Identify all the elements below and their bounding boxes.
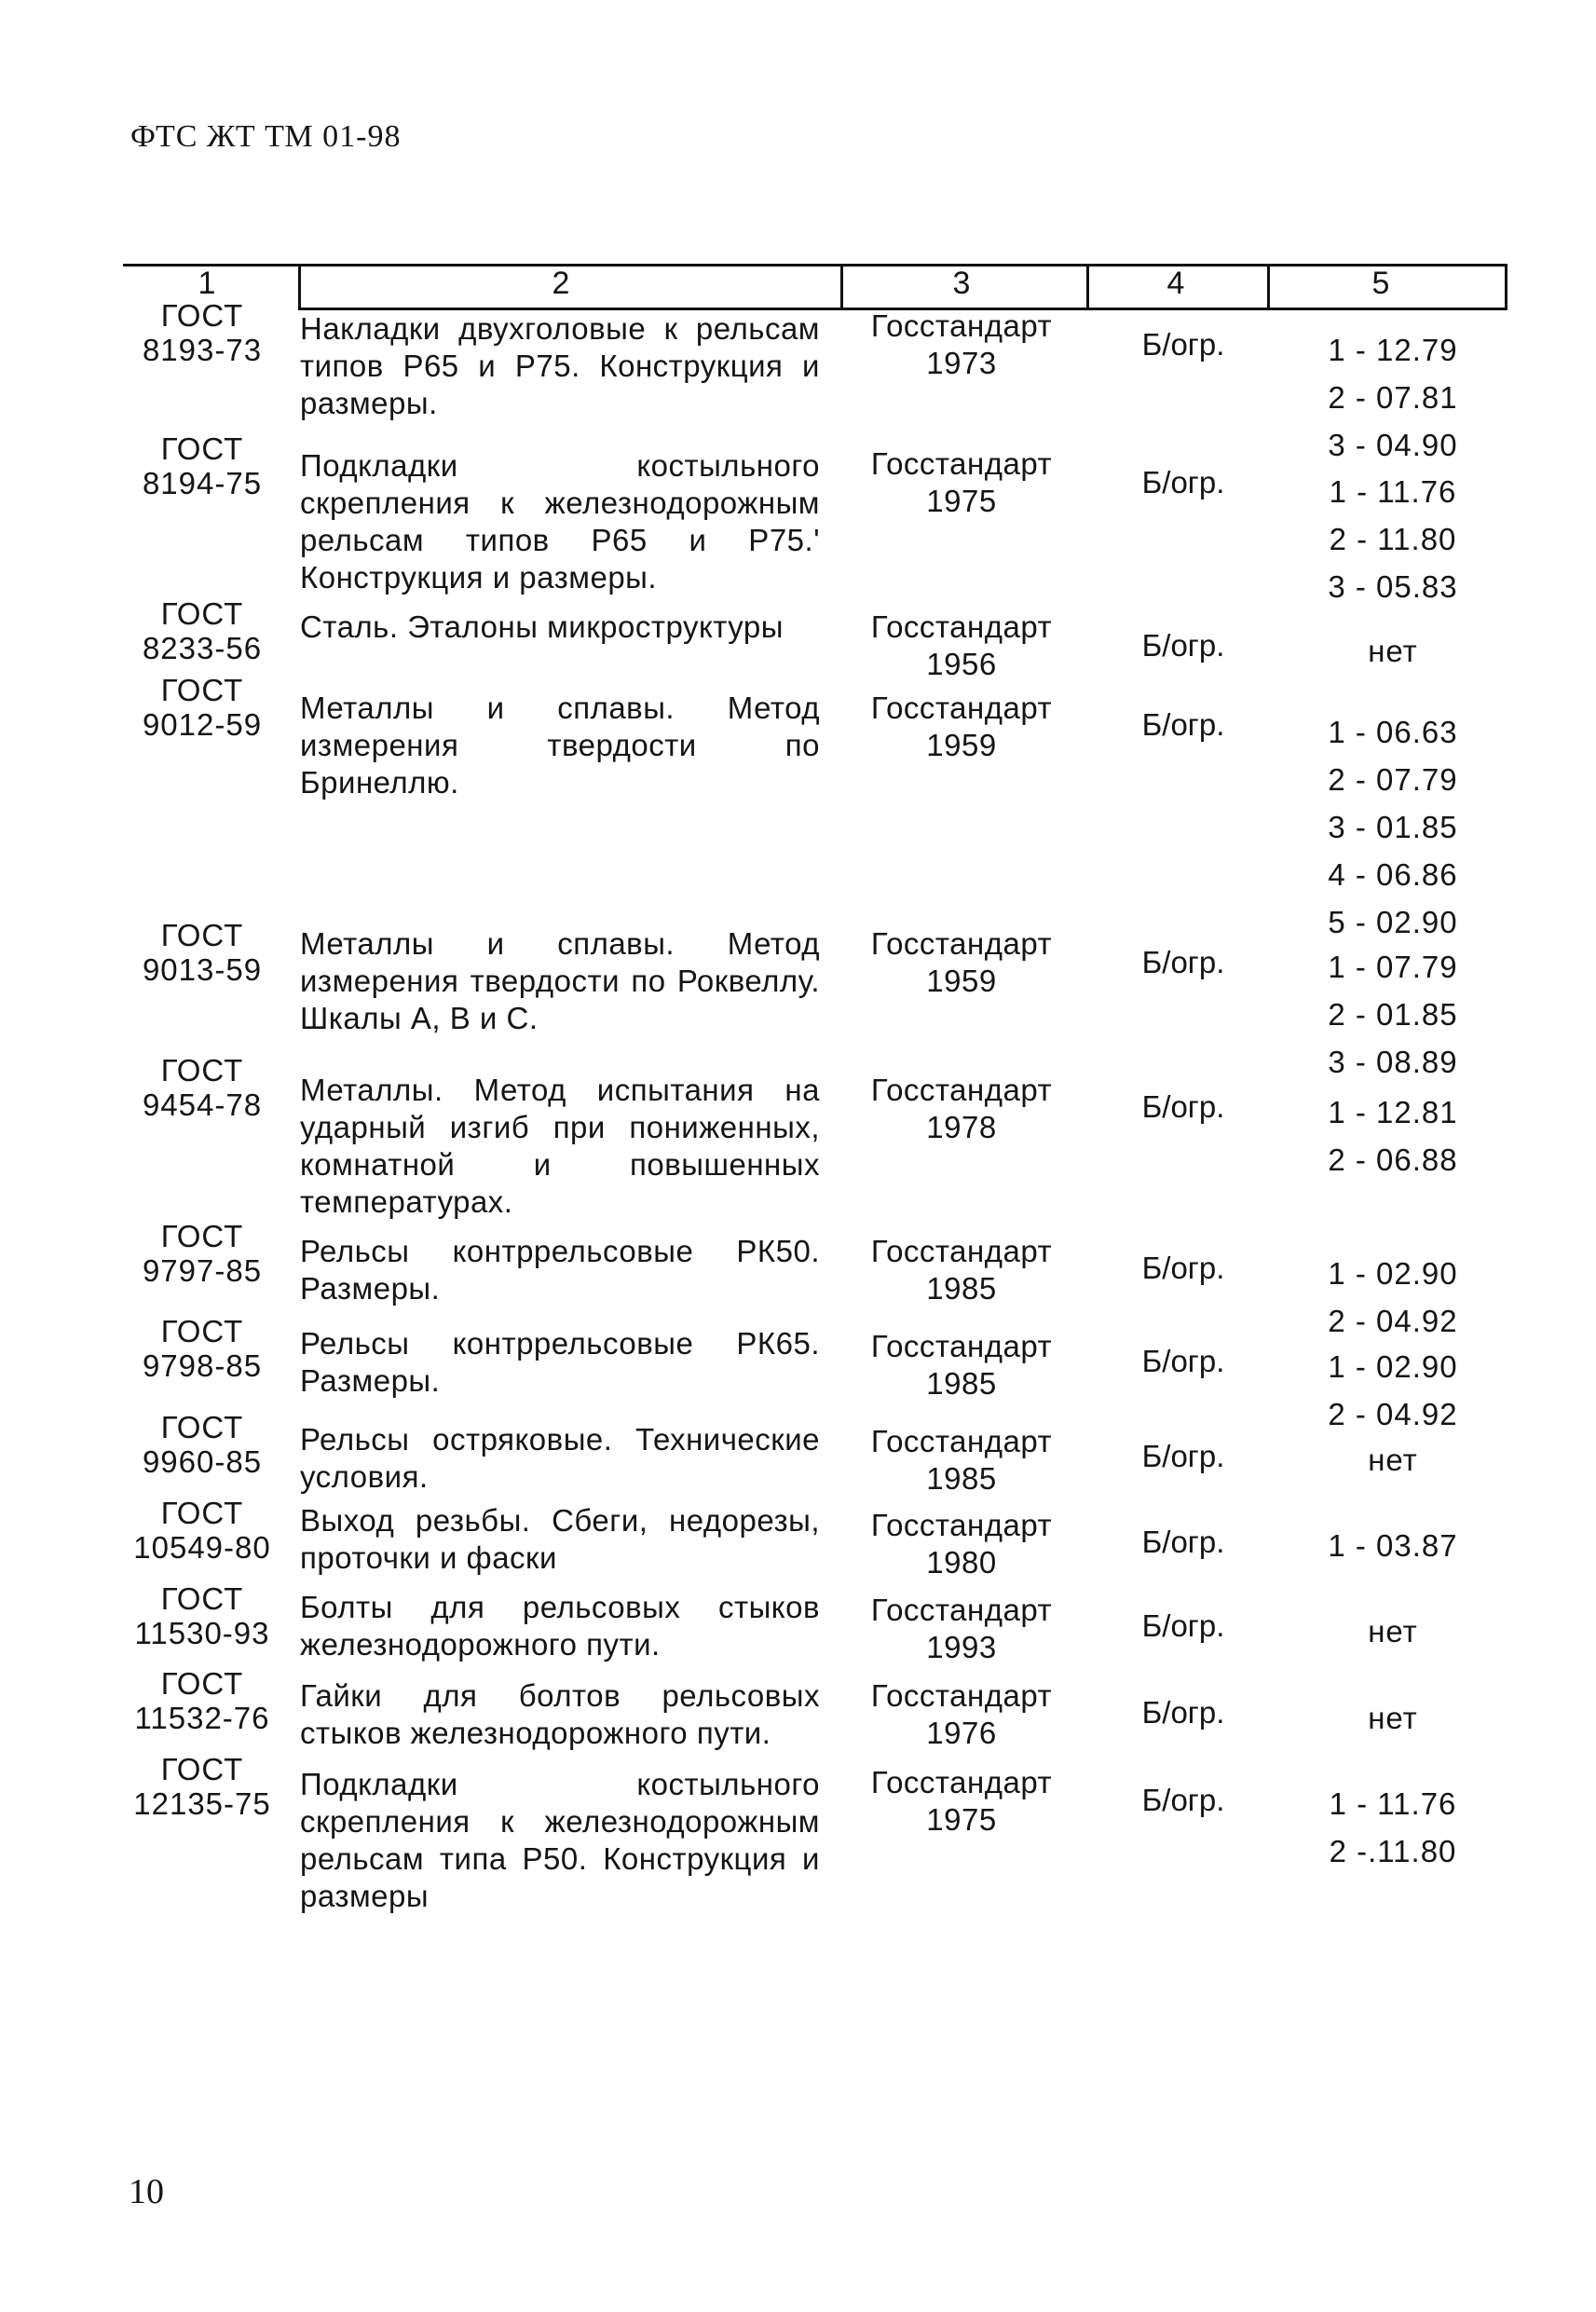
designation-number: 10549-80 — [133, 1530, 271, 1565]
designation-number: 9013-59 — [142, 952, 263, 987]
title-cell: Болты для рельсовых стыков железнодорожного пути. — [300, 1590, 820, 1662]
designation-prefix: ГОСТ — [160, 1053, 244, 1088]
term-cell: Б/огр. — [1141, 1695, 1225, 1730]
designation-cell — [123, 1666, 281, 1735]
title-cell: Металлы и сплавы. Метод измерения твердости по Бринеллю. — [300, 691, 820, 800]
publisher-year: 1978 — [926, 1110, 997, 1144]
title-cell: Металлы и сплавы. Метод измерения твердости по Роквеллу. Шкалы А, В и С. — [300, 926, 820, 1035]
editions-cell — [1295, 1694, 1491, 1742]
designation-number: 11530-93 — [134, 1616, 270, 1650]
designation-number: 12135-75 — [133, 1786, 271, 1821]
column-number-3: 3 — [952, 266, 971, 301]
column-divider — [840, 264, 843, 310]
edition-entry: 1 - 12.81 — [1328, 1095, 1458, 1129]
designation-prefix: ГОСТ — [160, 1666, 244, 1701]
publisher-name: Госстандарт — [870, 308, 1053, 343]
publisher-name: Госстандарт — [870, 1678, 1053, 1713]
edition-entry: нет — [1368, 1701, 1418, 1735]
editions-cell — [1295, 326, 1491, 469]
publisher-name: Госстандарт — [870, 1593, 1053, 1627]
edition-entry: 1 - 11.76 — [1329, 1786, 1457, 1821]
title-cell: Подкладки костыльного скрепления к железнодорожным рельсам типа Р50. Конструкция и размеры — [300, 1767, 820, 1913]
publisher-cell — [850, 1592, 1073, 1666]
edition-entry: нет — [1368, 1614, 1418, 1648]
designation-cell — [123, 431, 281, 500]
editions-cell — [1295, 1250, 1491, 1345]
publisher-cell — [850, 690, 1073, 764]
publisher-name: Госстандарт — [870, 1765, 1053, 1799]
publisher-name: Госстандарт — [870, 1508, 1053, 1542]
title-cell: Гайки для болтов рельсовых стыков железнодорожного пути. — [300, 1678, 820, 1750]
designation-prefix: ГОСТ — [160, 298, 244, 333]
edition-entry: нет — [1368, 1443, 1418, 1477]
designation-number: 9798-85 — [142, 1348, 263, 1383]
designation-prefix: ГОСТ — [160, 1496, 244, 1530]
publisher-year: 1985 — [926, 1271, 997, 1306]
edition-entry: 5 - 02.90 — [1328, 905, 1458, 939]
editions-cell — [1295, 708, 1491, 946]
column-divider — [1267, 264, 1270, 310]
publisher-year: 1959 — [926, 964, 997, 998]
term-cell: Б/огр. — [1141, 628, 1225, 663]
publisher-cell — [850, 1072, 1073, 1146]
publisher-name: Госстандарт — [870, 609, 1053, 644]
publisher-cell — [850, 1764, 1073, 1839]
edition-entry: 2 -.11.80 — [1329, 1834, 1457, 1868]
publisher-year: 1975 — [926, 1802, 997, 1837]
term-cell: Б/огр. — [1141, 1525, 1225, 1559]
designation-prefix: ГОСТ — [160, 673, 244, 707]
term-cell: Б/огр. — [1141, 1608, 1225, 1643]
edition-entry: 1 - 02.90 — [1328, 1256, 1458, 1291]
edition-entry: 2 - 04.92 — [1328, 1304, 1458, 1338]
publisher-cell — [850, 609, 1073, 683]
publisher-name: Госстандарт — [870, 1073, 1053, 1107]
edition-entry: 2 - 04.92 — [1328, 1397, 1458, 1431]
term-cell: Б/огр. — [1141, 1439, 1225, 1473]
designation-prefix: ГОСТ — [160, 1581, 244, 1616]
designation-prefix: ГОСТ — [160, 1314, 244, 1348]
publisher-year: 1973 — [926, 346, 997, 380]
edition-entry: 1 - 06.63 — [1328, 715, 1458, 749]
title-cell: Рельсы остряковые. Технические условия. — [300, 1422, 820, 1494]
edition-entry: 3 - 01.85 — [1328, 810, 1458, 844]
publisher-name: Госстандарт — [870, 1234, 1053, 1268]
designation-cell — [123, 596, 281, 665]
designation-cell — [123, 1581, 281, 1650]
publisher-cell — [850, 925, 1073, 1000]
term-cell: Б/огр. — [1141, 1089, 1225, 1124]
edition-entry: 2 - 01.85 — [1328, 997, 1458, 1032]
designation-number: 8233-56 — [142, 631, 263, 665]
designation-prefix: ГОСТ — [160, 431, 244, 466]
publisher-year: 1956 — [926, 647, 997, 681]
publisher-name: Госстандарт — [870, 1424, 1053, 1458]
designation-number: 9960-85 — [142, 1444, 263, 1479]
title-cell: Накладки двухголовые к рельсам типов Р65 и Р75. Конструкция и размеры. — [300, 311, 820, 420]
page-number: 10 — [129, 2172, 164, 2211]
designation-cell — [123, 673, 281, 742]
designation-number: 8193-73 — [142, 333, 263, 367]
edition-entry: 1 - 07.79 — [1328, 950, 1458, 984]
title-cell: Рельсы контррельсовые РК50. Размеры. — [300, 1234, 820, 1306]
designation-number: 11532-76 — [134, 1701, 270, 1735]
publisher-name: Госстандарт — [870, 926, 1053, 961]
table-header — [123, 264, 1507, 310]
column-divider — [1086, 264, 1089, 310]
designation-cell — [123, 918, 281, 987]
designation-cell — [123, 1053, 281, 1122]
edition-entry: 1 - 11.76 — [1329, 474, 1457, 509]
designation-cell — [123, 1752, 281, 1821]
designation-number: 9454-78 — [142, 1088, 263, 1122]
designation-cell — [123, 1496, 281, 1565]
edition-entry: 2 - 07.79 — [1328, 762, 1458, 797]
column-number-5: 5 — [1371, 266, 1390, 301]
edition-entry: 3 - 05.83 — [1328, 569, 1458, 604]
column-divider — [1505, 264, 1507, 310]
publisher-year: 1959 — [926, 728, 997, 762]
publisher-year: 1985 — [926, 1461, 997, 1496]
designation-number: 9012-59 — [142, 707, 263, 742]
edition-entry: 4 - 06.86 — [1328, 857, 1458, 892]
publisher-year: 1976 — [926, 1716, 997, 1750]
publisher-name: Госстандарт — [870, 691, 1053, 725]
edition-entry: 1 - 12.79 — [1328, 333, 1458, 367]
designation-cell — [123, 1314, 281, 1383]
edition-entry: 3 - 08.89 — [1328, 1045, 1458, 1079]
designation-number: 8194-75 — [142, 466, 263, 500]
designation-cell — [123, 1410, 281, 1479]
editions-cell — [1295, 1343, 1491, 1438]
designation-prefix: ГОСТ — [160, 1410, 244, 1444]
edition-entry: 3 - 04.90 — [1328, 428, 1458, 462]
editions-cell — [1295, 1607, 1491, 1655]
term-cell: Б/огр. — [1141, 945, 1225, 979]
publisher-name: Госстандарт — [870, 446, 1053, 481]
publisher-cell — [850, 1328, 1073, 1402]
publisher-year: 1975 — [926, 484, 997, 518]
column-number-2: 2 — [552, 266, 570, 301]
publisher-year: 1993 — [926, 1630, 997, 1664]
header-top-rule — [123, 264, 1507, 267]
edition-entry: 1 - 03.87 — [1328, 1528, 1458, 1563]
term-cell: Б/огр. — [1141, 465, 1225, 499]
term-cell: Б/огр. — [1141, 1344, 1225, 1378]
editions-cell — [1295, 627, 1491, 675]
edition-entry: 2 - 07.81 — [1328, 380, 1458, 415]
column-divider — [298, 264, 301, 310]
publisher-name: Госстандарт — [870, 1329, 1053, 1363]
title-cell: Металлы. Метод испытания на ударный изгиб при пониженных, комнатной и повышенных температурах. — [300, 1073, 820, 1219]
designation-prefix: ГОСТ — [160, 596, 244, 631]
title-cell: Выход резьбы. Сбеги, недорезы, проточки и фаски — [300, 1503, 820, 1575]
designation-prefix: ГОСТ — [160, 918, 244, 952]
designation-cell — [123, 298, 281, 367]
publisher-year: 1985 — [926, 1366, 997, 1401]
term-cell: Б/огр. — [1141, 707, 1225, 742]
title-cell: Рельсы контррельсовые РК65. Размеры. — [300, 1326, 820, 1398]
edition-entry: 2 - 11.80 — [1329, 522, 1457, 556]
title-cell: Подкладки костыльного скрепления к железнодорожным рельсам типов Р65 и Р75.' Конструкция и размеры. — [300, 448, 820, 595]
title-cell: Сталь. Эталоны микроструктуры — [300, 609, 784, 644]
editions-cell — [1295, 943, 1491, 1086]
publisher-cell — [850, 308, 1073, 382]
term-cell: Б/огр. — [1141, 1783, 1225, 1817]
column-number-1: 1 — [198, 266, 216, 301]
designation-number: 9797-85 — [142, 1253, 263, 1288]
edition-entry: 2 - 06.88 — [1328, 1142, 1458, 1177]
editions-cell — [1295, 468, 1491, 610]
publisher-cell — [850, 1677, 1073, 1752]
publisher-cell — [850, 445, 1073, 520]
publisher-year: 1980 — [926, 1545, 997, 1580]
editions-cell — [1295, 1436, 1491, 1484]
editions-cell — [1295, 1522, 1491, 1569]
publisher-cell — [850, 1423, 1073, 1498]
term-cell: Б/огр. — [1141, 1251, 1225, 1285]
designation-prefix: ГОСТ — [160, 1752, 244, 1786]
editions-cell — [1295, 1780, 1491, 1875]
designation-cell — [123, 1219, 281, 1288]
column-number-4: 4 — [1166, 266, 1185, 301]
edition-entry: нет — [1368, 634, 1418, 668]
designation-prefix: ГОСТ — [160, 1219, 244, 1253]
edition-entry: 1 - 02.90 — [1328, 1349, 1458, 1384]
publisher-cell — [850, 1507, 1073, 1581]
term-cell: Б/огр. — [1141, 327, 1225, 362]
publisher-cell — [850, 1233, 1073, 1307]
editions-cell — [1295, 1088, 1491, 1183]
document-code: ФТС ЖТ ТМ 01-98 — [130, 119, 402, 154]
